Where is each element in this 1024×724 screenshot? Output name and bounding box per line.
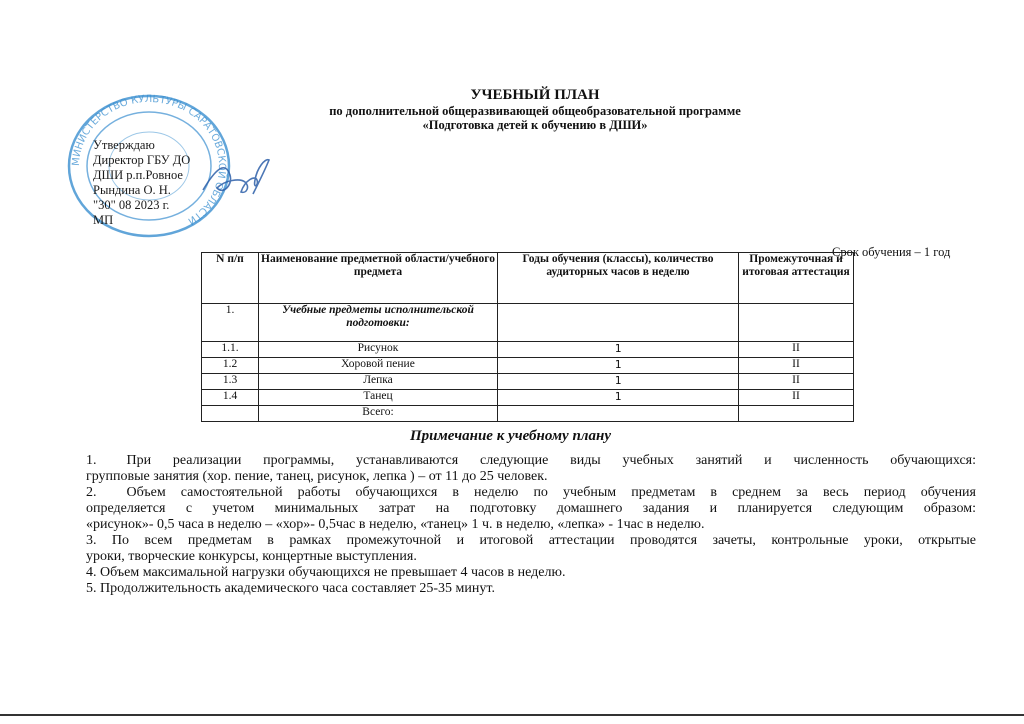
row-attest: II	[739, 390, 854, 406]
approval-date: "30" 08 2023 г.	[93, 198, 170, 212]
row-subject: Рисунок	[259, 342, 498, 358]
row-num: 1.2	[202, 358, 259, 374]
stamp-ring-text: МИНИСТЕРСТВО КУЛЬТУРЫ САРАТОВСКОЙ ОБЛАСТИ	[70, 93, 228, 227]
approval-line: МП	[93, 213, 114, 227]
table-header-row	[202, 253, 854, 304]
total-num	[202, 406, 259, 422]
note-1-number: 1.	[86, 453, 97, 468]
approval-block	[93, 138, 190, 228]
group-attest	[739, 304, 854, 342]
note-1-line	[86, 453, 976, 469]
study-term: Срок обучения – 1 год	[832, 245, 951, 259]
group-hours	[498, 304, 739, 342]
row-subject: Лепка	[259, 374, 498, 390]
page-title: УЧЕБНЫЙ ПЛАН	[470, 87, 600, 103]
total-label: Всего:	[259, 406, 498, 422]
row-hours: 1	[498, 390, 739, 406]
group-name: Учебные предметы исполнительской подготовки:	[259, 304, 498, 342]
page-subtitle: по дополнительной общеразвивающей общеобразовательной программе	[329, 104, 741, 118]
header-years: Годы обучения (классы), количество аудиторных часов в неделю	[498, 253, 739, 304]
note-2-number: 2.	[86, 485, 97, 500]
row-subject: Хоровой пение	[259, 358, 498, 374]
header-attest: Промежуточная и итоговая аттестация	[739, 253, 854, 304]
row-num: 1.3	[202, 374, 259, 390]
table-row	[202, 390, 854, 406]
approval-line: ДШИ р.п.Ровное	[93, 168, 183, 182]
row-attest: II	[739, 358, 854, 374]
table-row	[202, 342, 854, 358]
row-subject: Танец	[259, 390, 498, 406]
signature	[195, 150, 275, 205]
note-4-text: 4. Объем максимальной нагрузки обучающихся не превышает 4 часов в неделю.	[86, 565, 566, 580]
table-group-row	[202, 304, 854, 342]
approval-line: Утверждаю	[93, 138, 155, 152]
notes-title: Примечание к учебному плану	[410, 428, 611, 444]
note-1-continuation: групповые занятия (хор. пение, танец, рисунок, лепка ) – от 11 до 25 человек.	[86, 469, 548, 484]
table-row	[202, 374, 854, 390]
total-attest	[739, 406, 854, 422]
header-name: Наименование предметной области/учебного предмета	[259, 253, 498, 304]
row-num: 1.1.	[202, 342, 259, 358]
table-total-row	[202, 406, 854, 422]
note-3-continuation: уроки, творческие конкурсы, концертные выступления.	[86, 549, 417, 564]
notes-body	[86, 453, 976, 597]
row-attest: II	[739, 374, 854, 390]
program-name: «Подготовка детей к обучению в ДШИ»	[422, 118, 648, 132]
scan-edge-line	[0, 714, 1024, 716]
note-2-text: Объем самостоятельной работы обучающихся в неделю по учебным предметам в среднем за весь период обучения	[126, 485, 976, 500]
note-3-text: 3. По всем предметам в рамках промежуточной и итоговой аттестации проводятся зачеты, контрольные уроки, открытые	[86, 533, 976, 548]
row-hours: 1	[498, 374, 739, 390]
header-num: N п/п	[202, 253, 259, 304]
curriculum-table	[201, 252, 854, 422]
row-hours: 1	[498, 358, 739, 374]
row-hours: 1	[498, 342, 739, 358]
note-1-text: При реализации программы, устанавливаются следующие виды учебных занятий и численность обучающихся:	[126, 453, 976, 468]
note-5-text: 5. Продолжительность академического часа составляет 25-35 минут.	[86, 581, 495, 596]
row-attest: II	[739, 342, 854, 358]
row-num: 1.4	[202, 390, 259, 406]
group-num: 1.	[202, 304, 259, 342]
table-row	[202, 358, 854, 374]
approval-line: Рындина О. Н.	[93, 183, 171, 197]
note-2-hours: «рисунок»- 0,5 часа в неделю – «хор»- 0,5час в неделю, «танец» 1 ч. в неделю, «лепка» - 1час в неделю.	[86, 517, 705, 532]
approval-line: Директор ГБУ ДО	[93, 153, 191, 167]
note-2-continuation: определяется с учетом минимальных затрат на подготовку домашнего задания и планируется следующим образом:	[86, 501, 976, 516]
total-hours	[498, 406, 739, 422]
title-block	[250, 86, 820, 133]
note-2-line	[86, 485, 976, 501]
